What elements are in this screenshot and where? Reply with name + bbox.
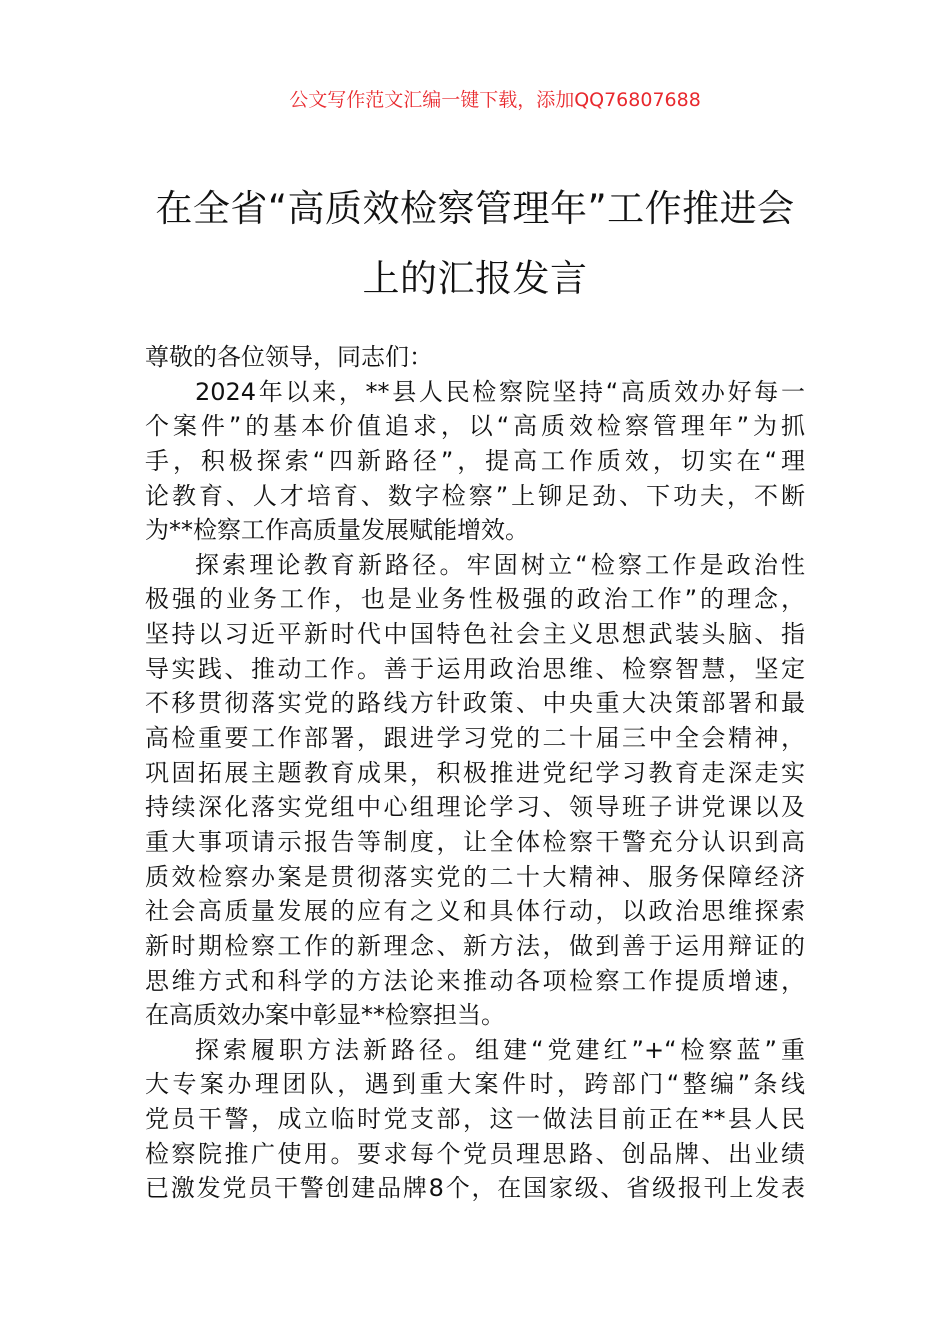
text-line: 持续深化落实党组中心组理论学习、领导班子讲党课以及 xyxy=(145,793,805,822)
document-body xyxy=(145,340,805,1206)
text-line: 巩固拓展主题教育成果，积极推进党纪学习教育走深走实 xyxy=(145,758,805,787)
document-title-line-2: 上的汇报发言 xyxy=(362,257,588,300)
text-line: 检察院推广使用。要求每个党员理思路、创品牌、出业绩 xyxy=(145,1139,805,1168)
text-line: 为**检察工作高质量发展赋能增效。 xyxy=(145,516,529,545)
paragraph xyxy=(145,548,805,1033)
text-line: 2024年以来，**县人民检察院坚持“高质效办好每一 xyxy=(195,377,805,406)
text-line: 新时期检察工作的新理念、新方法，做到善于运用辩证的 xyxy=(145,931,805,960)
text-line: 思维方式和科学的方法论来推动各项检察工作提质增速， xyxy=(145,966,805,995)
text-line: 质效检察办案是贯彻落实党的二十大精神、服务保障经济 xyxy=(145,862,805,891)
text-line: 探索理论教育新路径。牢固树立“检察工作是政治性 xyxy=(195,550,805,579)
text-line: 已激发党员干警创建品牌8个，在国家级、省级报刊上发表 xyxy=(145,1174,805,1203)
download-banner: 公文写作范文汇编一键下载，添加QQ76807688 xyxy=(289,89,701,111)
text-line: 高检重要工作部署，跟进学习党的二十届三中全会精神， xyxy=(145,724,805,753)
text-line: 党员干警，成立临时党支部，这一做法目前正在**县人民 xyxy=(145,1105,805,1134)
text-line: 坚持以习近平新时代中国特色社会主义思想武装头脑、指 xyxy=(145,620,805,649)
text-line: 在高质效办案中彰显**检察担当。 xyxy=(145,1001,505,1030)
paragraph xyxy=(145,375,805,548)
text-line: 个案件”的基本价值追求，以“高质效检察管理年”为抓 xyxy=(145,412,805,441)
text-line: 论教育、人才培育、数字检察”上铆足劲、下功夫，不断 xyxy=(145,481,805,510)
text-line: 探索履职方法新路径。组建“党建红”+“检察蓝”重 xyxy=(195,1035,805,1064)
text-line: 导实践、推动工作。善于运用政治思维、检察智慧，坚定 xyxy=(145,654,805,683)
document-title-line-1: 在全省“高质效检察管理年”工作推进会 xyxy=(155,187,795,230)
text-line: 手，积极探索“四新路径”，提高工作质效，切实在“理 xyxy=(145,446,805,475)
text-line: 重大事项请示报告等制度，让全体检察干警充分认识到高 xyxy=(145,827,805,856)
paragraph xyxy=(145,1033,805,1206)
text-line: 不移贯彻落实党的路线方针政策、中央重大决策部署和最 xyxy=(145,689,805,718)
text-line: 大专案办理团队，遇到重大案件时，跨部门“整编”条线 xyxy=(145,1070,805,1099)
text-line: 社会高质量发展的应有之义和具体行动，以政治思维探索 xyxy=(145,897,805,926)
text-line: 极强的业务工作，也是业务性极强的政治工作”的理念， xyxy=(145,585,805,614)
salutation xyxy=(145,340,805,375)
text-line: 尊敬的各位领导，同志们： xyxy=(145,343,433,371)
